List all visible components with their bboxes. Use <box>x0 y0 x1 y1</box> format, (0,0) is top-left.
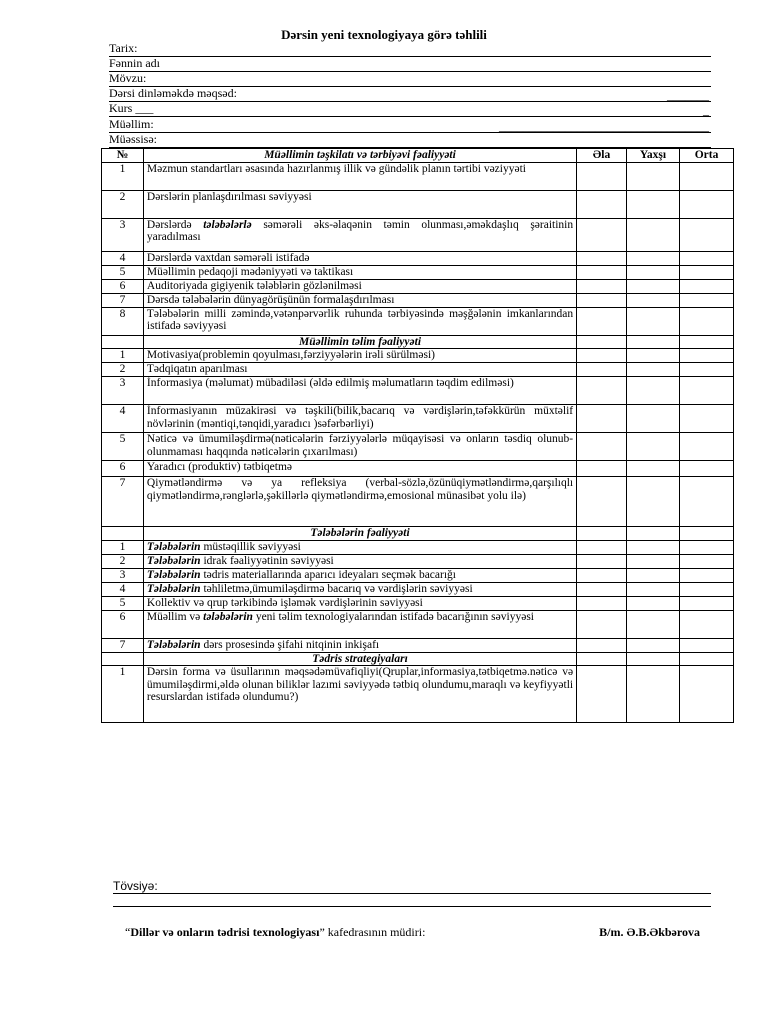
row-criterion: Motivasiya(problemin qoyulması,fərziyyələrin irəli sürülməsi) <box>143 349 576 363</box>
row-number: 7 <box>102 477 144 527</box>
criterion-bold: Tələbələrin <box>146 540 201 553</box>
signature: B/m. Ə.B.Əkbərova <box>599 925 700 939</box>
criterion-post: yeni təlim texnologiyalarından istifadə bacarığının səviyyəsi <box>252 610 534 623</box>
rating-excellent-cell[interactable] <box>577 666 627 723</box>
criterion-post: tədris materiallarında aparıcı ideyaları seçmək bacarığı <box>200 568 456 581</box>
table-row <box>102 293 734 307</box>
header-field[interactable] <box>109 102 711 117</box>
row-number: 1 <box>102 162 144 190</box>
header-field-label: Tarix: <box>109 41 138 55</box>
rating-excellent-cell[interactable] <box>577 251 627 265</box>
criterion-post: idrak fəaliyyətinin səviyyəsi <box>200 554 334 567</box>
section-header-row <box>102 652 734 666</box>
rating-average-cell[interactable] <box>680 666 734 723</box>
rating-average-cell[interactable] <box>680 554 734 568</box>
row-criterion <box>143 610 576 638</box>
row-number: 4 <box>102 582 144 596</box>
table-row <box>102 596 734 610</box>
table-row <box>102 265 734 279</box>
evaluation-table <box>101 148 734 723</box>
rating-average-cell[interactable] <box>680 540 734 554</box>
row-criterion <box>143 582 576 596</box>
row-criterion: Dərsin forma və üsullarının məqsədəmüvafiqliyi(Qruplar,informasiya,tətbiqetmə.nəticə və ümumiləşdirmi,əldə olunan biliklər lazımi səviyyədə tətbiq olundumu,maraqlı və keyfiyyətli resurslardan istifadə olundumu?) <box>143 666 576 723</box>
row-number: 3 <box>102 377 144 405</box>
rating-excellent-cell[interactable] <box>577 279 627 293</box>
row-number: 2 <box>102 363 144 377</box>
row-criterion: Dərsdə tələbələrin dünyagörüşünün formalaşdırılması <box>143 293 576 307</box>
rating-good-cell[interactable] <box>626 596 679 610</box>
rating-excellent-cell[interactable] <box>577 477 627 527</box>
row-criterion: Tədqiqatın aparılması <box>143 363 576 377</box>
header-excellent: Əla <box>577 149 627 163</box>
criterion-pre: Dərslərdə <box>146 218 204 231</box>
header-field-blank: _ <box>703 103 709 117</box>
row-criterion: Auditoriyada gigiyenik tələblərin gözlənilməsi <box>143 279 576 293</box>
criterion-bold: Tələbələrin <box>146 554 201 567</box>
row-criterion <box>143 218 576 251</box>
section-title: Tələbələrin fəaliyyəti <box>143 527 576 541</box>
rating-average-cell[interactable] <box>680 582 734 596</box>
recommendation-line[interactable] <box>113 879 711 894</box>
section-title: Tədris strategiyaları <box>143 652 576 666</box>
quote-open: “ <box>125 925 131 939</box>
section-empty-cell <box>680 335 734 349</box>
rating-average-cell[interactable] <box>680 218 734 251</box>
row-criterion: Dərslərin planlaşdırılması səviyyəsi <box>143 190 576 218</box>
section-header-row <box>102 335 734 349</box>
recommendation-label: Tövsiyə: <box>113 879 158 893</box>
row-number: 5 <box>102 596 144 610</box>
header-number: № <box>102 149 144 163</box>
row-criterion <box>143 568 576 582</box>
table-row <box>102 218 734 251</box>
rating-average-cell[interactable] <box>680 293 734 307</box>
rating-good-cell[interactable] <box>626 461 679 477</box>
row-number: 6 <box>102 461 144 477</box>
rating-good-cell[interactable] <box>626 666 679 723</box>
row-number: 7 <box>102 293 144 307</box>
rating-average-cell[interactable] <box>680 568 734 582</box>
department-role: kafedrasının müdiri: <box>324 925 426 939</box>
rating-good-cell[interactable] <box>626 218 679 251</box>
table-row <box>102 461 734 477</box>
header-field-label: Kurs ___ <box>109 101 154 115</box>
recommendation-line-2[interactable] <box>113 906 711 907</box>
rating-average-cell[interactable] <box>680 461 734 477</box>
header-activity: Müəllimin təşkilatı və tərbiyəvi fəaliyyəti <box>143 149 576 163</box>
rating-good-cell[interactable] <box>626 638 679 652</box>
row-criterion <box>143 554 576 568</box>
header-field[interactable] <box>109 72 711 87</box>
row-number: 5 <box>102 265 144 279</box>
table-row <box>102 638 734 652</box>
row-number: 2 <box>102 190 144 218</box>
rating-average-cell[interactable] <box>680 433 734 461</box>
header-field-label: Dərsi dinləməkdə məqsəd: <box>109 86 237 100</box>
page-title: Dərsin yeni texnologiyaya görə təhlili <box>281 27 487 42</box>
row-criterion <box>143 638 576 652</box>
rating-average-cell[interactable] <box>680 265 734 279</box>
section-empty-cell <box>626 335 679 349</box>
rating-average-cell[interactable] <box>680 477 734 527</box>
rating-good-cell[interactable] <box>626 162 679 190</box>
header-field[interactable] <box>109 87 711 102</box>
rating-average-cell[interactable] <box>680 405 734 433</box>
table-row <box>102 162 734 190</box>
table-row <box>102 279 734 293</box>
rating-excellent-cell[interactable] <box>577 568 627 582</box>
rating-excellent-cell[interactable] <box>577 162 627 190</box>
section-empty-cell <box>577 652 627 666</box>
header-field-blank: ___________________________________ <box>499 119 709 133</box>
rating-good-cell[interactable] <box>626 540 679 554</box>
table-row <box>102 666 734 723</box>
table-row <box>102 405 734 433</box>
rating-average-cell[interactable] <box>680 162 734 190</box>
row-number: 4 <box>102 405 144 433</box>
criterion-bold: Tələbələrin <box>146 568 201 581</box>
rating-average-cell[interactable] <box>680 363 734 377</box>
rating-excellent-cell[interactable] <box>577 265 627 279</box>
rating-good-cell[interactable] <box>626 265 679 279</box>
section-empty-cell <box>577 527 627 541</box>
row-criterion: Yaradıcı (produktiv) tətbiqetmə <box>143 461 576 477</box>
rating-average-cell[interactable] <box>680 377 734 405</box>
row-criterion: Qiymətləndirmə və ya refleksiya (verbal-sözlə,özünüqiymətləndirmə,qarşılıqlı qiymətləndirmə,rənglərlə,şəkillərlə qiymətləndirmə,emosional münasibət yolu ilə) <box>143 477 576 527</box>
table-row <box>102 554 734 568</box>
criterion-post: təhliletmə,ümumiləşdirmə bacarıq və vərdişlərin səviyyəsi <box>200 582 473 595</box>
section-title: Müəllimin təlim fəaliyyəti <box>143 335 576 349</box>
row-number: 1 <box>102 666 144 723</box>
header-field-blank: _______ <box>667 88 709 102</box>
rating-excellent-cell[interactable] <box>577 377 627 405</box>
rating-average-cell[interactable] <box>680 251 734 265</box>
section-empty-cell <box>102 652 144 666</box>
rating-average-cell[interactable] <box>680 610 734 638</box>
rating-excellent-cell[interactable] <box>577 405 627 433</box>
table-row <box>102 610 734 638</box>
criterion-post: müstəqillik səviyyəsi <box>200 540 301 553</box>
rating-excellent-cell[interactable] <box>577 610 627 638</box>
rating-excellent-cell[interactable] <box>577 554 627 568</box>
table-row <box>102 540 734 554</box>
row-number: 6 <box>102 610 144 638</box>
rating-excellent-cell[interactable] <box>577 349 627 363</box>
row-number: 7 <box>102 638 144 652</box>
rating-excellent-cell[interactable] <box>577 433 627 461</box>
rating-average-cell[interactable] <box>680 307 734 335</box>
row-number: 5 <box>102 433 144 461</box>
criterion-bold: tələbələrin <box>203 610 253 623</box>
rating-excellent-cell[interactable] <box>577 596 627 610</box>
rating-excellent-cell[interactable] <box>577 293 627 307</box>
rating-good-cell[interactable] <box>626 307 679 335</box>
footer <box>125 925 700 940</box>
rating-excellent-cell[interactable] <box>577 638 627 652</box>
section-empty-cell <box>626 527 679 541</box>
row-number: 3 <box>102 218 144 251</box>
header-field-label: Müəssisə: <box>109 132 157 146</box>
rating-average-cell[interactable] <box>680 349 734 363</box>
table-row <box>102 363 734 377</box>
rating-average-cell[interactable] <box>680 279 734 293</box>
row-criterion: Müəllimin pedaqoji mədəniyyəti və taktikası <box>143 265 576 279</box>
table-body <box>102 162 734 723</box>
rating-excellent-cell[interactable] <box>577 540 627 554</box>
rating-good-cell[interactable] <box>626 582 679 596</box>
department-name: Dillər və onların tədrisi texnologiyası <box>130 925 320 939</box>
section-empty-cell <box>680 527 734 541</box>
rating-good-cell[interactable] <box>626 251 679 265</box>
criterion-post: dərs prosesində şifahi nitqinin inkişafı <box>200 638 380 651</box>
table-row <box>102 582 734 596</box>
row-number: 4 <box>102 251 144 265</box>
table-row <box>102 568 734 582</box>
row-criterion: İnformasiya (məlumat) mübadiləsi (əldə edilmiş məlumatların təqdim edilməsi) <box>143 377 576 405</box>
header-field[interactable] <box>109 118 711 133</box>
header-field[interactable] <box>109 42 711 57</box>
rating-excellent-cell[interactable] <box>577 363 627 377</box>
row-number: 3 <box>102 568 144 582</box>
rating-average-cell[interactable] <box>680 596 734 610</box>
criterion-bold: Tələbələrin <box>146 582 201 595</box>
table-row <box>102 477 734 527</box>
row-criterion: Kollektiv və qrup tərkibində işləmək vərdişlərinin səviyyəsi <box>143 596 576 610</box>
section-header-row <box>102 527 734 541</box>
criterion-post: səmərəli əks-əlaqənin təmin olunması,əməkdaşlıq şəraitinin yaradılması <box>146 218 574 243</box>
section-empty-cell <box>577 335 627 349</box>
rating-good-cell[interactable] <box>626 363 679 377</box>
row-number: 6 <box>102 279 144 293</box>
row-number: 8 <box>102 307 144 335</box>
rating-good-cell[interactable] <box>626 554 679 568</box>
rating-average-cell[interactable] <box>680 638 734 652</box>
rating-good-cell[interactable] <box>626 349 679 363</box>
section-empty-cell <box>102 335 144 349</box>
header-field[interactable] <box>109 57 711 72</box>
row-number: 1 <box>102 349 144 363</box>
rating-excellent-cell[interactable] <box>577 582 627 596</box>
row-criterion: Məzmun standartları əsasında hazırlanmış illik və gündəlik planın tərtibi vəziyyəti <box>143 162 576 190</box>
table-row <box>102 190 734 218</box>
rating-excellent-cell[interactable] <box>577 461 627 477</box>
row-criterion: İnformasiyanın müzakirəsi və təşkili(bilik,bacarıq və vərdişlərin,təfəkkürün müxtəlif növlərinin (məntiqi,tənqidi,yaradıcı )səfərbərliyi) <box>143 405 576 433</box>
row-criterion: Tələbələrin milli zəmində,vətənpərvərlik ruhunda tərbiyəsində məşğələnin imkanlarından istifadə səviyyəsi <box>143 307 576 335</box>
criterion-bold: tələbələrlə <box>203 218 252 231</box>
table-header-row <box>102 149 734 163</box>
rating-good-cell[interactable] <box>626 568 679 582</box>
criterion-pre: Müəllim və <box>146 610 204 623</box>
rating-good-cell[interactable] <box>626 279 679 293</box>
rating-good-cell[interactable] <box>626 190 679 218</box>
section-empty-cell <box>626 652 679 666</box>
row-criterion <box>143 540 576 554</box>
section-empty-cell <box>680 652 734 666</box>
table-row <box>102 349 734 363</box>
rating-good-cell[interactable] <box>626 433 679 461</box>
quote-close: ” <box>319 925 325 939</box>
header-average: Orta <box>680 149 734 163</box>
table-row <box>102 433 734 461</box>
row-criterion: Nəticə və ümumiləşdirmə(nəticələrin fərziyyələrlə müqayisəsi və onların təsdiq olunub-olunmaması haqqında nəticələrin çıxarılması) <box>143 433 576 461</box>
rating-good-cell[interactable] <box>626 293 679 307</box>
table-row <box>102 251 734 265</box>
criterion-bold: Tələbələrin <box>146 638 201 651</box>
header-good: Yaxşı <box>626 149 679 163</box>
rating-good-cell[interactable] <box>626 477 679 527</box>
header-field-label: Müəllim: <box>109 117 154 131</box>
row-number: 1 <box>102 540 144 554</box>
section-empty-cell <box>102 527 144 541</box>
header-field-label: Mövzu: <box>109 71 147 85</box>
rating-excellent-cell[interactable] <box>577 218 627 251</box>
rating-average-cell[interactable] <box>680 190 734 218</box>
rating-good-cell[interactable] <box>626 405 679 433</box>
rating-excellent-cell[interactable] <box>577 190 627 218</box>
rating-good-cell[interactable] <box>626 610 679 638</box>
table-row <box>102 377 734 405</box>
row-number: 2 <box>102 554 144 568</box>
rating-good-cell[interactable] <box>626 377 679 405</box>
header-field[interactable] <box>109 133 711 148</box>
table-row <box>102 307 734 335</box>
header-field-label: Fənnin adı <box>109 56 160 70</box>
rating-excellent-cell[interactable] <box>577 307 627 335</box>
row-criterion: Dərslərdə vaxtdan səmərəli istifadə <box>143 251 576 265</box>
